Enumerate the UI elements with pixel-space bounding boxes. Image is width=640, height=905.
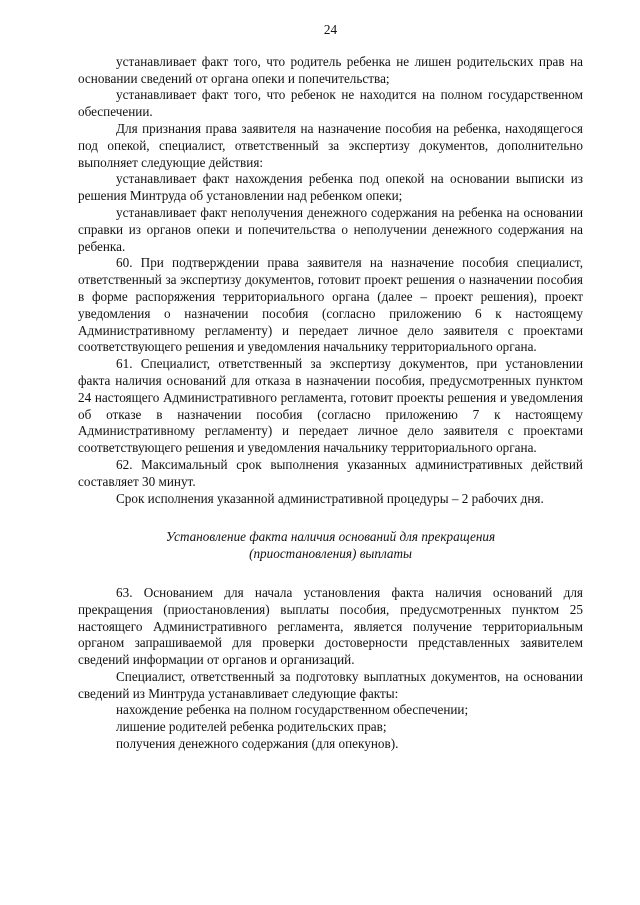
list-item-state-support: нахождение ребенка на полном государственном обеспечении;: [116, 702, 469, 718]
paragraph-payment-specialist: Специалист, ответственный за подготовку выплатных документов, на основании сведений из Минтруда устанавливает следующие факты:: [78, 668, 583, 701]
list-item-parental-rights: лишение родителей ребенка родительских прав;: [116, 719, 387, 735]
list-item-allowance: получения денежного содержания (для опекунов).: [116, 736, 399, 752]
paragraph-state-support: устанавливает факт того, что ребенок не находится на полном государственном обеспечении.: [78, 87, 583, 120]
section-heading: [78, 529, 583, 563]
paragraph-item-63: 63. Основанием для начала установления факта наличия оснований для прекращения (приостановления) выплаты пособия, предусмотренных пунктом 25 настоящего Административного регламента, является получение территориальным органом запрашиваемой для проверки достоверности представленных заявителем сведений информации от органов и организаций.: [78, 584, 583, 668]
paragraph-procedure-term: Срок исполнения указанной административной процедуры – 2 рабочих дня.: [116, 490, 544, 506]
paragraph-item-62: 62. Максимальный срок выполнения указанных административных действий составляет 30 минут.: [78, 456, 583, 489]
section-heading-line-1: Установление факта наличия оснований для прекращения: [165, 529, 496, 545]
paragraph-item-61: 61. Специалист, ответственный за экспертизу документов, при установлении факта наличия оснований для отказа в назначении пособия, предусмотренных пунктом 24 настоящего Административного регламента, готовит проекты решения и уведомления об отказе в назначении пособия (согласно приложению 7 к настоящему Административному регламенту) и передает личное дело заявителя с проектами соответствующего решения и уведомления начальнику территориального органа.: [78, 356, 583, 456]
document-page: [78, 22, 583, 753]
page-number: 24: [323, 22, 338, 37]
section-heading-line-2: (приостановления) выплаты: [249, 546, 412, 562]
paragraph-item-60: 60. При подтверждении права заявителя на назначение пособия специалист, ответственный за экспертизу документов, готовит проект решения о назначении пособия в форме распоряжения территориального органа (далее – проект решения), проект уведомления о назначении пособия (согласно приложению 6 к настоящему Административному регламенту) и передает личное дело заявителя с проектами соответствующего решения и уведомления начальнику территориального органа.: [78, 255, 583, 355]
paragraph-parent-rights: устанавливает факт того, что родитель ребенка не лишен родительских прав на основании сведений от органа опеки и попечительства;: [78, 53, 583, 86]
paragraph-no-allowance: устанавливает факт неполучения денежного содержания на ребенка на основании справки из органов опеки и попечительства о неполучении денежного содержания на ребенка.: [78, 204, 583, 254]
paragraph-guardianship-fact: устанавливает факт нахождения ребенка под опекой на основании выписки из решения Минтруда об установлении над ребенком опеки;: [78, 171, 583, 204]
paragraph-guardianship-intro: Для признания права заявителя на назначение пособия на ребенка, находящегося под опекой, специалист, ответственный за экспертизу документов, дополнительно выполняет следующие действия:: [78, 120, 583, 170]
